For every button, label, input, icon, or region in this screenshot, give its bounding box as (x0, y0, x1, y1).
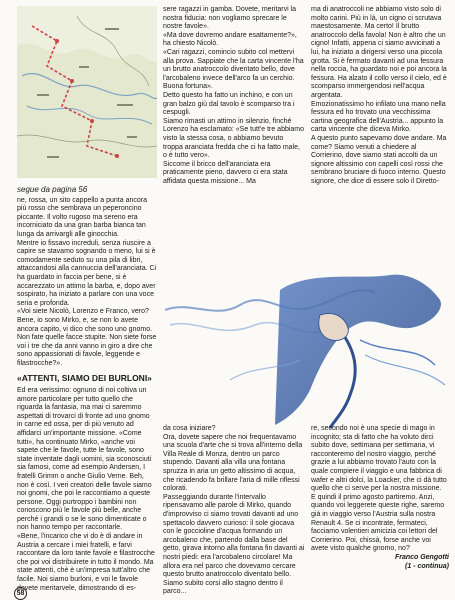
paragraph: sere ragazzi in gamba. Dovete, meritarvi la nostra fiducia: non vogliamo sprecare le nostre favole». (163, 6, 297, 31)
text-column-2-bottom (163, 425, 305, 596)
author-signature: Franco Gengotti (394, 553, 449, 561)
text-column-2 (163, 6, 305, 274)
paragraph: Ora, dovete sapere che noi frequentavamo una scuola d'arte che si trova all'interno della Villa Reale di Monza, dentro un parco stupendo. Davanti alla villa una fontana spruzza in aria un getto altissimo di acqua, che ricadendo fa brillare l'aria di mille riflessi colorati. (163, 433, 303, 493)
paragraph: «Voi siete Nicolò, Lorenzo e Franco, vero? Bene, io sono Mirko, e, se non lo avete ancora capito, vi dico che sono uno gnomo. Non fate quelle facce stupite. Non siete forse voi i tre che da anni vanno in giro a dire che sono appassionati di favole, leggende e filastrocche?». (17, 308, 157, 367)
paragraph: Emozionatissimo ho infilato una mano nella fessura ed ho trovato una vecchissima cartina geografica dell'Austria... appunto la carta vincente che diceva Mirko. (311, 100, 446, 134)
paragraph: A questo punto sapevamo dove andare. Ma come? Siamo venuti a chiedere al Corrierino, dove siamo stati accolti da un signore altissimo con capelli così rossi che sembrano bruciare di fuoco interno. Questo signore, che dice di essere solo il Diretto- (311, 134, 447, 185)
paragraph: re, secondo noi è una specie di mago in incognito; sta di fatto che ha voluto dirci subito dove, settimana per settimana, vi racconteremo del nostro viaggio, perché grazie a lui abbiamo trovato l'auto con la quale compiere il viaggio e una fabbrica di wafer e altri dolci, la Loacker, che ci dà tutto quello che ci serve per la nostra missione. (311, 425, 447, 493)
paragraph: ma di anatroccoli ne abbiamo visto solo di molto carini. Più in là, un cigno ci scrutava maestosamente. Ma certo! Il brutto anatroccolo della favola! Non è altro che un cigno! Infatti, appena ci siamo avvicinati a lui, ha iniziato a dirigersi verso una piccola grotta. Si è fermato davanti ad una fessura nella roccia, ha guardato noi e poi ancora la fessura. Ha alzato il collo verso il cielo, ed è scomparso immergendosi nell'acqua argentata. (311, 6, 447, 99)
paragraph: Passeggiando durante l'intervallo ripensavamo alle parole di Mirko, quando d'improvviso ci siamo trovati davanti ad uno spettacolo davvero curioso: il sole giocava con le goccioline d'acqua formando un arcobaleno che, partendo dalla base del getto, girava intorno alla fontana fin davanti ai nostri piedi: era l'arcobaleno circolare! Ma allora era nel parco che dovevamo cercare questo brutto anatroccolo diventato bello. Siamo subito corsi allo stagno dentro il parco... (163, 493, 305, 596)
fairy-illustration (160, 270, 455, 428)
paragraph: Siamo rimasti un attimo in silenzio, finché Lorenzo ha esclamato: «Se tutt'e tre abbiamo visto la stessa cosa, o abbiamo bevuto troppa aranciata fredda che ci ha fatto male, o è tutto vero». (163, 117, 305, 160)
paragraph: Ed era verissimo: ognuno di noi coltiva un amore particolare per tutto quello che riguarda la fantasia, ma mai ci saremmo aspettati di trovarci di fronte ad uno gnomo in carne ed ossa, per di più venuto ad affidarci un'importante missione. «Come tutti», ha continuato Mirko, «anche voi sapete che le favole, tutte le favole, sono state inventate dagli uomini, sia sconosciuti sia famosi, come ad esempio Andersen, I fratelli Grimm o anche Giulio Verne. Beh, non è così. I veri creatori delle favole siamo noi gnomi, che poi le raccontiamo a queste persone. Oggi purtroppo i bambini non conoscono più le favole più belle, anche perché i grandi o se le sono dimenticate o non hanno tempo per raccontarle. (17, 386, 152, 532)
paragraph: «Bene, l'incarico che vi do è di andare in Austria a cercare i miei fratelli, e farvi raccontare da loro tante favole e filastrocche che poi voi distribuirete in tutto il mondo. Ma state attenti, chè è un'impresa tutt'altro che facile. Noi siamo burloni, e voi le favole dovete meritarvele, dimostrando di es- (17, 533, 155, 592)
continued-from-caption: segue da pagina 56 (17, 185, 88, 194)
text-column-3-bottom (311, 425, 449, 590)
page-number: 58 (14, 587, 27, 600)
text-column-1 (17, 186, 157, 591)
section-heading: «ATTENTI, SIAMO DEI BURLONI» (17, 373, 152, 384)
map-illustration (17, 6, 157, 178)
paragraph: ne, rossa, un sito cappello a punta ancora più rosso che sembrava un peperoncino piccante. Il volto rugoso ma sereno era incorniciato da una gran barba bianca tan lunga da arrivargli alle ginocchia. (17, 196, 147, 238)
paragraph: «Cari ragazzi, comincio subito col mettervi alla prova. Sappiate che la carta vincente l'ha un brutto anatroccolo diventato bello, dove l'arcobaleno invece dell'arco fa un cerchio. Buona fortuna». (163, 48, 304, 91)
paragraph: Detto questo ha fatto un inchino, e con un gran balzo giù dal tavolo è scomparso tra i cespugli. (163, 91, 295, 117)
paragraph: Mentre io fissavo increduli, senza riuscire a capire se stavamo sognando o meno, lui si è comodamente seduto su una pila di libri, attaccandosi alla cannuccia dell'aranciata. Ci ha guardato in faccia per bene, si è accarezzato un attimo la barba, e, dopo aver sospirato, ha iniziato a parlare con una voce seria e profonda. (17, 239, 157, 307)
paragraph: «Ma dove dovremo andare esattamente?», ha chiesto Nicolò. (163, 31, 297, 48)
map-drawing (17, 6, 157, 178)
paragraph: da cosa iniziare? (163, 425, 216, 432)
paragraph: Siccome il bricco dell'aranciata era praticamente pieno, davvero ci era stata affidata questa missione... Ma (163, 160, 288, 185)
fairy-drawing (160, 270, 455, 428)
paragraph: E quindi il primo agosto partiremo. Anzi, quando voi leggerete queste righe, saremo già in viaggio verso l'Austria sulla nostra Renault 4. Se ci incontrate, fermateci, facciamo volentieri amicizia coi lettori del Corrierino. Poi, chissà, forse anche voi avete visto qualche gnomo, no? (311, 493, 445, 553)
to-be-continued-note: (1 - continua) (405, 562, 449, 570)
